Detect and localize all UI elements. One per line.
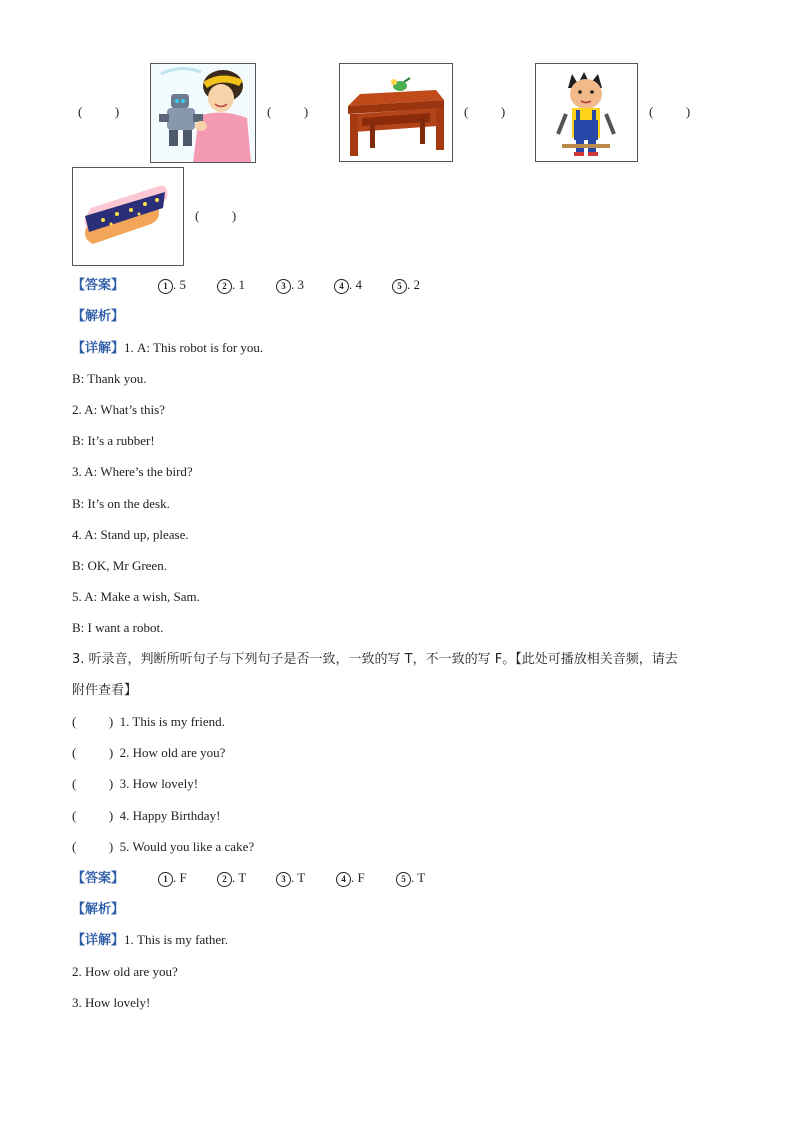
tf-text-1: 1. This is my friend. — [119, 714, 225, 729]
tf-blank-4[interactable]: ( ) — [72, 808, 114, 823]
tf-blank-3[interactable]: ( ) — [72, 776, 114, 791]
answer3-item-2 — [217, 869, 246, 887]
answer-blank-5[interactable]: ( ) — [195, 208, 237, 223]
circle-number-5: 5 — [392, 279, 407, 294]
dialog-line-4: B: It’s a rubber! — [72, 433, 155, 448]
circle-number-2: 2 — [217, 872, 232, 887]
circle-number-1: 1 — [158, 872, 173, 887]
dialog-line-7: 4. A: Stand up, please. — [72, 527, 189, 542]
tf-item-1 — [72, 713, 225, 731]
circle-number-2: 2 — [217, 279, 232, 294]
answer-item-4 — [334, 276, 362, 294]
dialog-line-9: 5. A: Make a wish, Sam. — [72, 589, 200, 604]
tf-blank-5[interactable]: ( ) — [72, 839, 114, 854]
answer-blank-1[interactable]: ( ) — [78, 104, 120, 119]
answer-value-2: . 1 — [232, 277, 245, 292]
answer-item-2 — [217, 276, 245, 294]
answer3-item-5 — [396, 869, 425, 887]
dialog-line-10: B: I want a robot. — [72, 620, 164, 635]
answer-value-1: . 5 — [173, 277, 186, 292]
tf-item-4 — [72, 807, 220, 825]
picture-boy-standing — [535, 63, 638, 162]
detail-text-3: 1. This is my father. — [124, 932, 229, 947]
answer-tag: 【答案】 — [72, 277, 125, 292]
tf-blank-2[interactable]: ( ) — [72, 745, 114, 760]
answer-blank-4[interactable]: ( ) — [649, 104, 691, 119]
analysis-tag-1: 【解析】 — [72, 308, 125, 323]
tf-text-3: 3. How lovely! — [119, 776, 199, 791]
dialog-line-5: 3. A: Where’s the bird? — [72, 464, 193, 479]
answer-value-3: . 3 — [291, 277, 304, 292]
tf-text-5: 5. Would you like a cake? — [119, 839, 255, 854]
picture-rubber — [72, 167, 184, 266]
dialog-line-2: B: Thank you. — [72, 371, 147, 386]
detail-text: 1. A: This robot is for you. — [124, 340, 264, 355]
answer-value-5: . 2 — [407, 277, 420, 292]
question-3-instruction-cont: 附件查看】 — [72, 683, 138, 698]
answer3-item-1 — [158, 869, 187, 887]
answer-item-1 — [158, 276, 186, 294]
answer-item-3 — [276, 276, 304, 294]
tf-text-2: 2. How old are you? — [119, 745, 226, 760]
desk-bird-illustration — [340, 64, 452, 161]
circle-number-3: 3 — [276, 872, 291, 887]
tf-item-5 — [72, 838, 254, 856]
analysis-tag-3: 【解析】 — [72, 901, 125, 916]
answer3-item-4 — [336, 869, 365, 887]
dialog-line-8: B: OK, Mr Green. — [72, 558, 167, 573]
girl-robot-illustration — [151, 64, 255, 162]
detail-line-3-3: 3. How lovely! — [72, 995, 151, 1010]
answer-tag-3: 【答案】 — [72, 870, 125, 885]
detail-tag: 【详解】 — [72, 340, 125, 355]
answer3-value-5: . T — [411, 870, 426, 885]
circle-number-1: 1 — [158, 279, 173, 294]
answer-value-4: . 4 — [349, 277, 362, 292]
detail-line-3-2: 2. How old are you? — [72, 964, 178, 979]
rubber-illustration — [73, 168, 183, 265]
tf-text-4: 4. Happy Birthday! — [119, 808, 221, 823]
answer-blank-3[interactable]: ( ) — [464, 104, 506, 119]
question-3-instruction: 3. 听录音，判断所听句子与下列句子是否一致，一致的写 T，不一致的写 F。【此处可播放相关音频，请去 — [72, 652, 678, 667]
dialog-line-6: B: It’s on the desk. — [72, 496, 170, 511]
tf-item-3 — [72, 775, 198, 793]
tf-item-2 — [72, 744, 225, 762]
answer3-value-1: . F — [173, 870, 187, 885]
picture-bird-on-desk — [339, 63, 453, 162]
answer-item-5 — [392, 276, 420, 294]
standing-boy-illustration — [536, 64, 637, 161]
circle-number-3: 3 — [276, 279, 291, 294]
answer3-value-3: . T — [291, 870, 306, 885]
detail-line-3-1 — [72, 931, 228, 949]
answer3-value-2: . T — [232, 870, 247, 885]
circle-number-5: 5 — [396, 872, 411, 887]
answer-blank-2[interactable]: ( ) — [267, 104, 309, 119]
dialog-line-3: 2. A: What’s this? — [72, 402, 165, 417]
answer3-item-3 — [276, 869, 305, 887]
picture-girl-with-robot — [150, 63, 256, 163]
detail-line-1 — [72, 339, 263, 357]
answer3-value-4: . F — [351, 870, 365, 885]
tf-blank-1[interactable]: ( ) — [72, 714, 114, 729]
detail-tag-3: 【详解】 — [72, 932, 125, 947]
circle-number-4: 4 — [336, 872, 351, 887]
circle-number-4: 4 — [334, 279, 349, 294]
